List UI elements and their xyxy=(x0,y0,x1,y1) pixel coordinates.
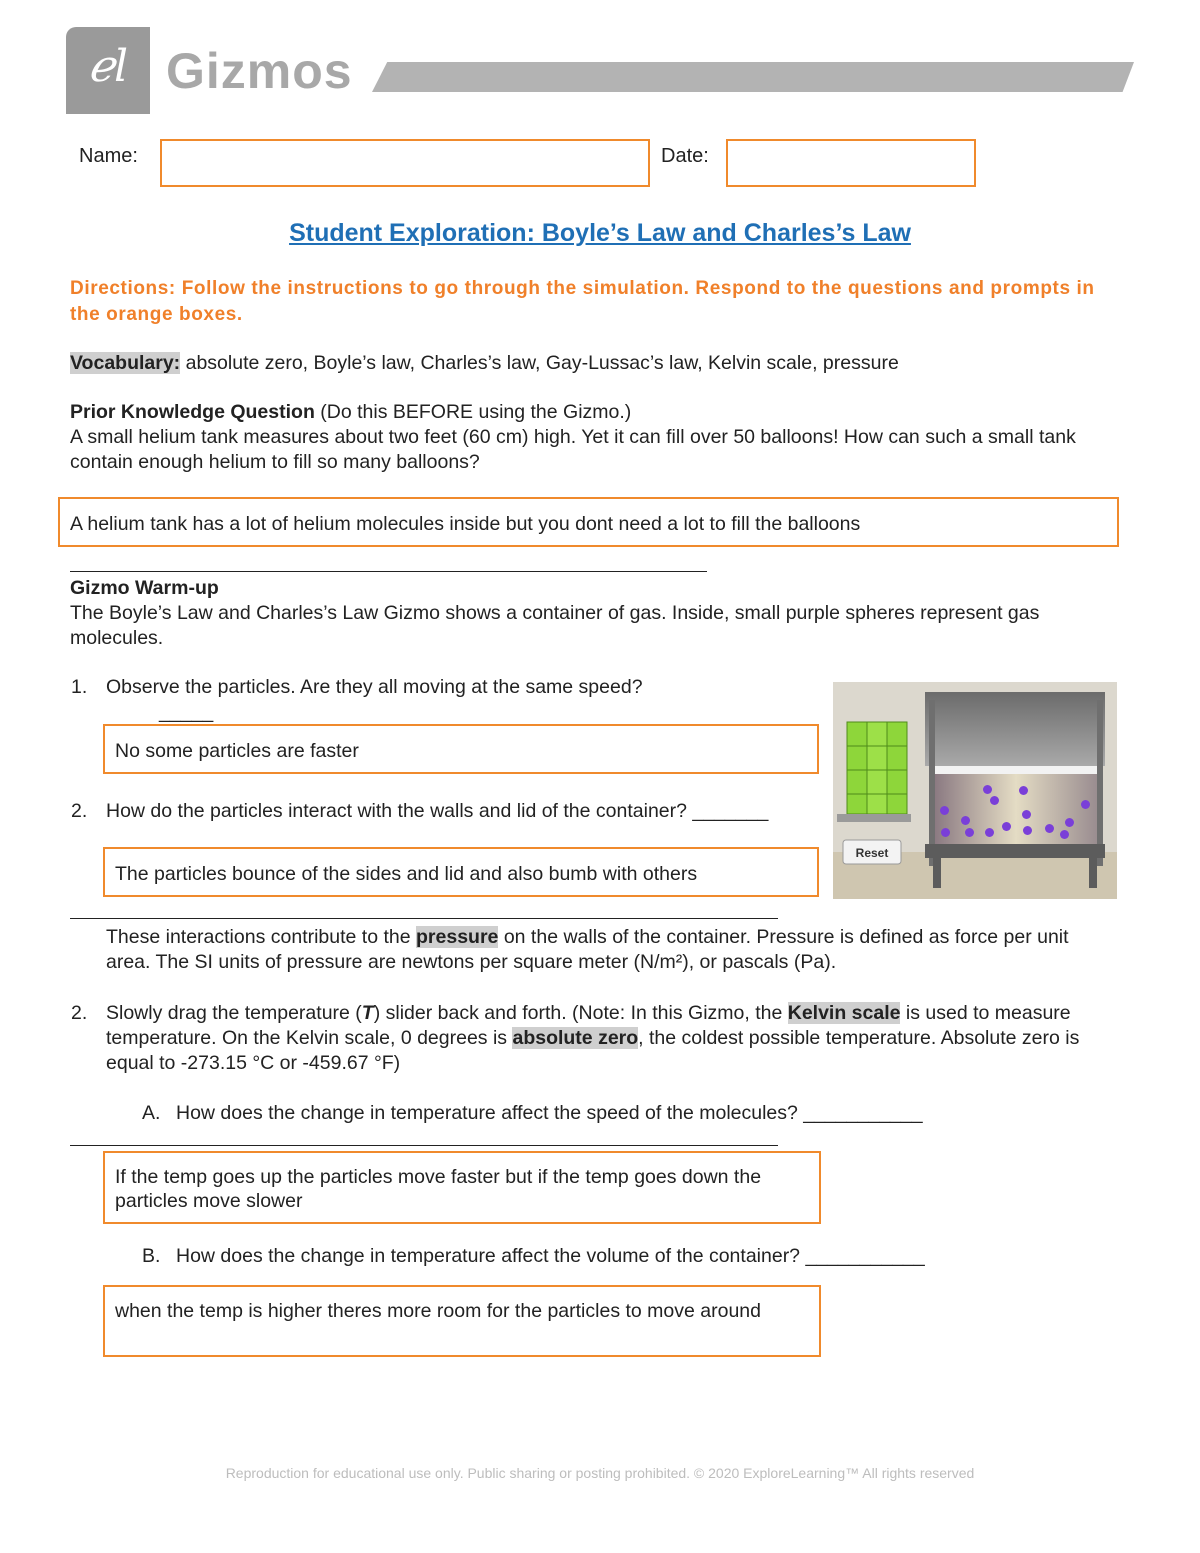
q1-answer: No some particles are faster xyxy=(115,740,359,762)
divider-line xyxy=(70,571,707,572)
qb-text: How does the change in temperature affect the volume of the container? ___________ xyxy=(176,1245,925,1267)
q2-number: 2. xyxy=(71,800,88,822)
kelvin-scale-term: Kelvin scale xyxy=(787,1002,901,1024)
gizmo-simulation-image xyxy=(833,682,1117,899)
gas-particle xyxy=(1002,822,1011,831)
gas-particle xyxy=(940,806,949,815)
copyright-footer: Reproduction for educational use only. Public sharing or posting prohibited. © 2020 ExploreLearning™ All rights reserved xyxy=(225,1465,975,1481)
q3-text-d: , the coldest possible temperature. Absolute zero is equal to -273.15 °C or -459.67 °F) xyxy=(106,1027,1080,1074)
divider-line xyxy=(70,1145,778,1146)
gizmos-logo-box xyxy=(66,27,150,114)
gas-particle xyxy=(1019,786,1028,795)
pressure-text-pre: These interactions contribute to the xyxy=(106,926,417,948)
container-illustration xyxy=(833,682,1117,899)
prior-knowledge-section xyxy=(70,400,1120,475)
q3-text-b: ) slider back and forth. (Note: In this Gizmo, the xyxy=(373,1002,788,1024)
pressure-text-post: on the walls of the container. Pressure is defined as force per unit area. The SI units of pressure are newtons per square meter (N/m²), or pascals (Pa). xyxy=(106,926,1069,973)
q2-text: How do the particles interact with the walls and lid of the container? _______ xyxy=(106,800,769,822)
q3-text-c: is used to measure temperature. On the Kelvin scale, 0 degrees is xyxy=(106,1002,1071,1049)
el-logo-icon: ℯl xyxy=(87,41,129,92)
qa-answer-box[interactable] xyxy=(103,1151,821,1224)
gas-particle xyxy=(985,828,994,837)
qa-text: How does the change in temperature affect the speed of the molecules? ___________ xyxy=(176,1102,923,1124)
reset-button-label: Reset xyxy=(855,846,889,860)
qa-letter: A. xyxy=(142,1102,161,1124)
brand-name: Gizmos xyxy=(166,43,353,99)
q2-answer-box[interactable] xyxy=(103,847,819,897)
q3-number: 2. xyxy=(71,1002,88,1024)
pressure-term: pressure xyxy=(416,926,499,948)
gas-particle xyxy=(961,816,970,825)
name-field[interactable] xyxy=(160,139,650,187)
gas-particle xyxy=(965,828,974,837)
gas-particle xyxy=(1045,824,1054,833)
prior-knowledge-question: A small helium tank measures about two feet (60 cm) high. Yet it can fill over 50 balloons! How can such a small tank contain enough helium to fill so many balloons? xyxy=(70,426,1076,473)
q3-text-a: Slowly drag the temperature ( xyxy=(106,1002,362,1024)
gas-particle xyxy=(1023,826,1032,835)
warmup-section xyxy=(70,576,1120,651)
qb-answer-box[interactable] xyxy=(103,1285,821,1357)
qa-answer: If the temp goes up the particles move faster but if the temp goes down the particles move slower xyxy=(115,1166,762,1212)
q1-blank: _____ xyxy=(159,701,214,723)
q1-answer-box[interactable] xyxy=(103,724,819,774)
absolute-zero-term: absolute zero xyxy=(512,1027,639,1049)
prior-knowledge-answer: A helium tank has a lot of helium molecules inside but you dont need a lot to fill the balloons xyxy=(70,513,861,535)
header-decorative-bar xyxy=(372,62,1134,92)
directions-text: Directions: Follow the instructions to go through the simulation. Respond to the questions and prompts in the orange boxes. xyxy=(70,278,1095,325)
date-label: Date: xyxy=(661,145,709,167)
name-label: Name: xyxy=(79,145,138,167)
page-title: Student Exploration: Boyle’s Law and Charles’s Law xyxy=(289,219,911,247)
q3-text xyxy=(106,1001,1118,1076)
q1-number: 1. xyxy=(71,676,88,698)
pressure-paragraph xyxy=(106,925,1106,975)
warmup-heading: Gizmo Warm-up xyxy=(70,577,219,599)
prior-knowledge-answer-box[interactable] xyxy=(58,497,1119,547)
gas-particle xyxy=(941,828,950,837)
gas-particle xyxy=(1081,800,1090,809)
prior-knowledge-note: (Do this BEFORE using the Gizmo.) xyxy=(314,401,632,423)
gas-particle xyxy=(983,785,992,794)
q1-text: Observe the particles. Are they all moving at the same speed? xyxy=(106,676,643,698)
gas-particle xyxy=(1060,830,1069,839)
qb-answer: when the temp is higher theres more room for the particles to move around xyxy=(115,1300,761,1322)
vocabulary-label: Vocabulary: xyxy=(70,352,181,374)
divider-line xyxy=(70,918,778,919)
warmup-intro: The Boyle’s Law and Charles’s Law Gizmo shows a container of gas. Inside, small purple spheres represent gas molecules. xyxy=(70,602,1040,649)
vocabulary-terms: absolute zero, Boyle’s law, Charles’s law, Gay-Lussac’s law, Kelvin scale, pressure xyxy=(180,352,899,374)
gas-particle xyxy=(990,796,999,805)
gas-particle xyxy=(1022,810,1031,819)
q3-temperature-symbol: T xyxy=(361,1002,374,1024)
prior-knowledge-heading: Prior Knowledge Question xyxy=(70,401,315,423)
gas-particle xyxy=(1065,818,1074,827)
q2-answer: The particles bounce of the sides and lid and also bumb with others xyxy=(115,863,698,885)
qb-letter: B. xyxy=(142,1245,161,1267)
vocabulary-line xyxy=(70,351,1130,376)
date-field[interactable] xyxy=(726,139,976,187)
